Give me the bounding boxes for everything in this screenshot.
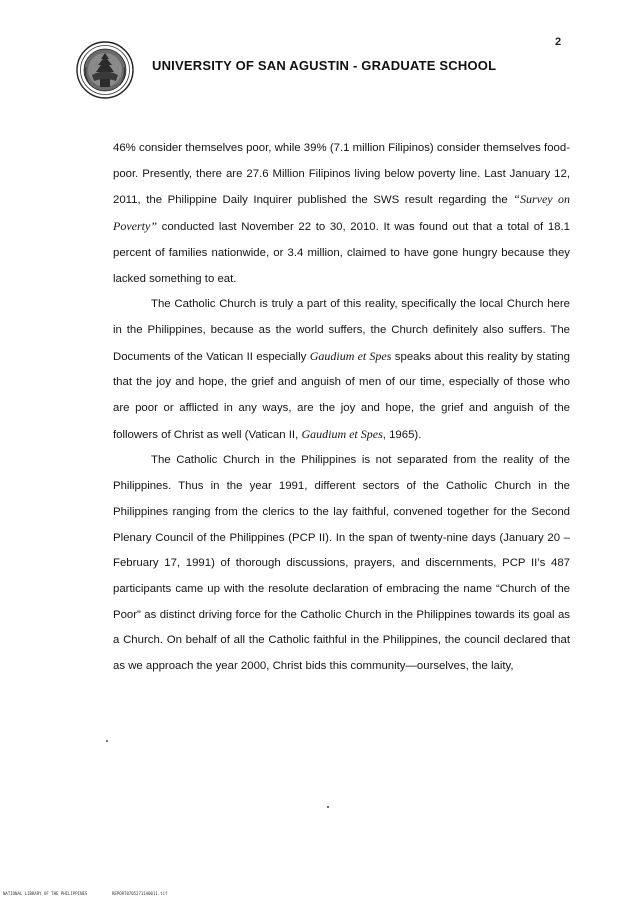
- paragraph-2: [113, 292, 570, 448]
- footer-library-stamp: NATIONAL LIBRARY OF THE PHILIPPINES: [3, 891, 88, 896]
- page-number: 2: [555, 36, 562, 48]
- italic-title: “Survey on Poverty”: [113, 192, 571, 234]
- text-run: The Catholic Church is truly a part of this reality, specifically the local Church here in the Philippines, because as the world suffers, the Church definitely also suffers. The Documents of the Vatican II especially: [113, 298, 570, 363]
- text-run: , 1965).: [382, 428, 422, 441]
- italic-title: Gaudium et Spes: [309, 348, 392, 363]
- scan-speck: [327, 806, 329, 808]
- scan-speck: [106, 740, 108, 742]
- text-run: speaks about this reality by stating that the joy and hope, the grief and anguish of men of our time, especially of those who are poor or afflicted in any ways, are the joy and hope, the grief and anguish of the followers of Christ as well (Vatican II,: [113, 350, 570, 441]
- paragraph-1: [113, 136, 570, 292]
- university-seal-icon: [76, 41, 134, 99]
- body-text: [113, 136, 570, 680]
- text-run: conducted last November 22 to 30, 2010. It was found out that a total of 18.1 percent of families nationwide, or 3.4 million, claimed to have gone hungry because they lacked something to eat.: [113, 221, 570, 285]
- italic-title: Gaudium et Spes: [301, 426, 383, 441]
- text-run: 46% consider themselves poor, while 39% (7.1 million Filipinos) consider themselves food-poor. Presently, there are 27.6 Million Filipinos living below poverty line. Last January 12, 2011, the Philippine Daily Inquirer published the SWS result regarding the: [113, 142, 570, 207]
- footer-file-id: REPORT07052711A0011.tif: [112, 891, 168, 896]
- paragraph-3: [113, 448, 570, 679]
- header-title: UNIVERSITY OF SAN AGUSTIN - GRADUATE SCHOOL: [152, 58, 497, 73]
- text-run: The Catholic Church in the Philippines is not separated from the reality of the Philippines. Thus in the year 1991, different sectors of the Catholic Church in the Philippines ranging from the clerics to the lay faithful, convened together for the Second Plenary Council of the Philippines (PCP II). In the span of twenty-nine days (January 20 – February 17, 1991) of thorough discussions, prayers, and discernments, PCP II’s 487 participants came up with the resolute declaration of embracing the name “Church of the Poor” as distinct driving force for the Catholic Church in the Philippines towards its goal as a Church. On behalf of all the Catholic faithful in the Philippines, the council declared that as we approach the year 2000, Christ bids this community—ourselves, the laity,: [113, 454, 570, 673]
